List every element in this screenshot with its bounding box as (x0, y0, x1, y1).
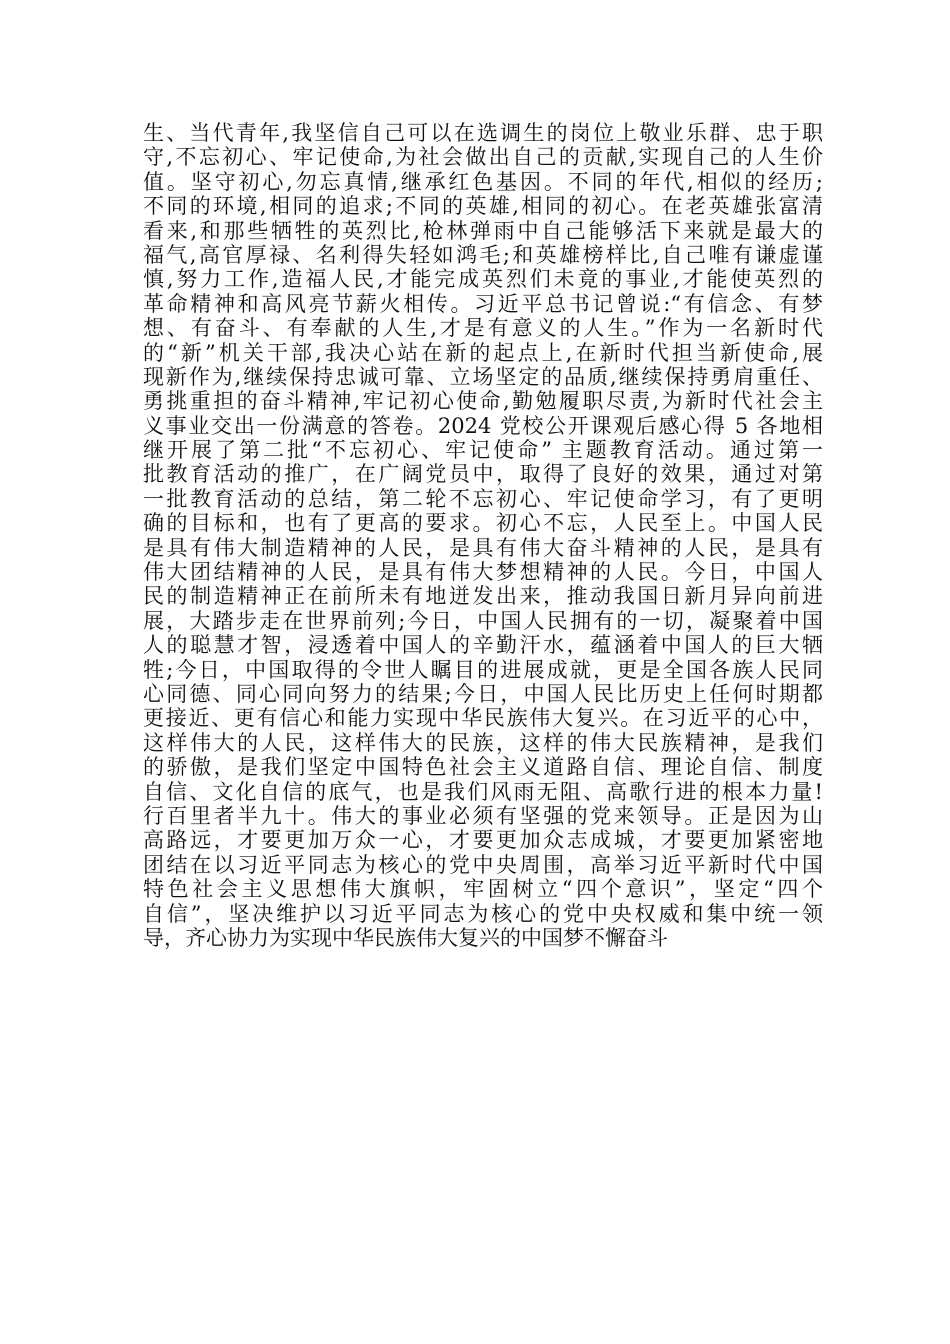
text-line: 慎,努力工作,造福人民,才能完成英烈们未竟的事业,才能使英烈的 (143, 267, 823, 292)
text-line: 伟大团结精神的人民，是具有伟大梦想精神的人民。今日，中国人 (143, 560, 823, 585)
text-line: 不同的环境,相同的追求;不同的英雄,相同的初心。在老英雄张富清 (143, 194, 823, 219)
text-line: 守,不忘初心、牢记使命,为社会做出自己的贡献,实现自己的人生价 (143, 145, 823, 170)
text-line: 团结在以习近平同志为核心的党中央周围，高举习近平新时代中国 (143, 852, 823, 877)
text-line: 自信、文化自信的底气，也是我们风雨无阻、高歌行进的根本力量! (143, 779, 823, 804)
text-line: 是具有伟大制造精神的人民，是具有伟大奋斗精神的人民，是具有 (143, 535, 823, 560)
text-line: 革命精神和高风亮节薪火相传。习近平总书记曾说:“有信念、有梦 (143, 291, 823, 316)
body-text (143, 121, 823, 950)
text-line: 确的目标和，也有了更高的要求。初心不忘，人民至上。中国人民 (143, 511, 823, 536)
text-line: 导，齐心协力为实现中华民族伟大复兴的中国梦不懈奋斗 (143, 925, 668, 950)
text-line: 想、有奋斗、有奉献的人生,才是有意义的人生。”作为一名新时代 (143, 316, 823, 341)
text-line: 特色社会主义思想伟大旗帜，牢固树立“四个意识”，坚定“四个 (143, 877, 823, 902)
text-line: 看来,和那些牺牲的英烈比,枪林弹雨中自己能够活下来就是最大的 (143, 218, 823, 243)
text-line: 的“新”机关干部,我决心站在新的起点上,在新时代担当新使命,展 (143, 340, 823, 365)
text-line: 一批教育活动的总结，第二轮不忘初心、牢记使命学习，有了更明 (143, 486, 823, 511)
text-line: 行百里者半九十。伟大的事业必须有坚强的党来领导。正是因为山 (143, 803, 823, 828)
text-line: 的骄傲，是我们坚定中国特色社会主义道路自信、理论自信、制度 (143, 755, 823, 780)
text-line: 自信”，坚决维护以习近平同志为核心的党中央权威和集中统一领 (143, 901, 823, 926)
text-line: 批教育活动的推广，在广阔党员中，取得了良好的效果，通过对第 (143, 462, 823, 487)
text-line: 牲;今日，中国取得的令世人瞩目的进展成就，更是全国各族人民同 (143, 657, 823, 682)
text-line: 高路远，才要更加万众一心，才要更加众志成城，才要更加紧密地 (143, 828, 823, 853)
text-line: 更接近、更有信心和能力实现中华民族伟大复兴。在习近平的心中， (143, 706, 823, 731)
text-line: 人的聪慧才智，浸透着中国人的辛勤汗水，蕴涵着中国人的巨大牺 (143, 633, 823, 658)
text-line: 义事业交出一份满意的答卷。2024 党校公开课观后感心得 5 各地相 (143, 413, 823, 438)
text-line: 展，大踏步走在世界前列;今日，中国人民拥有的一切，凝聚着中国 (143, 608, 823, 633)
text-line: 民的制造精神正在前所未有地迸发出来，推动我国日新月异向前进 (143, 584, 823, 609)
text-line: 福气,高官厚禄、名利得失轻如鸿毛;和英雄榜样比,自己唯有谦虚谨 (143, 242, 823, 267)
text-line: 心同德、同心同向努力的结果;今日，中国人民比历史上任何时期都 (143, 681, 823, 706)
text-line: 现新作为,继续保持忠诚可靠、立场坚定的品质,继续保持勇肩重任、 (143, 364, 823, 389)
text-line: 这样伟大的人民，这样伟大的民族，这样的伟大民族精神，是我们 (143, 730, 823, 755)
text-line: 生、当代青年,我坚信自己可以在选调生的岗位上敬业乐群、忠于职 (143, 121, 823, 145)
text-line: 值。坚守初心,勿忘真情,继承红色基因。不同的年代,相似的经历; (143, 169, 823, 194)
text-line: 勇挑重担的奋斗精神,牢记初心使命,勤勉履职尽责,为新时代社会主 (143, 389, 823, 414)
text-line: 继开展了第二批“不忘初心、牢记使命” 主题教育活动。通过第一 (143, 438, 823, 463)
